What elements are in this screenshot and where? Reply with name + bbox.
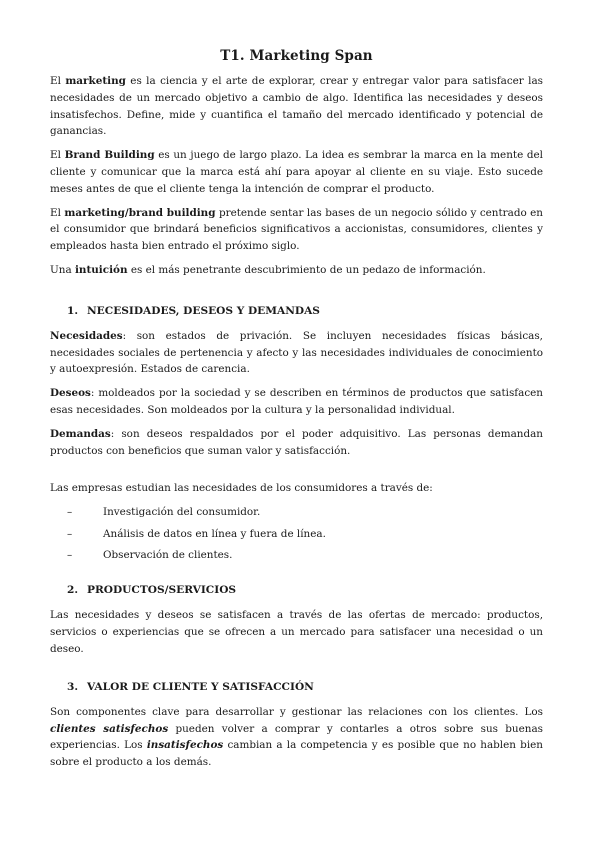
section-heading-1 — [50, 303, 543, 319]
definition-demandas — [50, 426, 543, 460]
study-intro: Las empresas estudian las necesidades de los consumidores a través de: — [50, 482, 433, 495]
dash-bullet: – — [67, 506, 73, 519]
text-span: es un juego de largo plazo. La idea es sembrar la marca en la mente del cliente y comunicar que la marca está ahí para apoyar al cliente en su viaje. Esto sucede meses antes de que el cliente tenga la intención de comprar el producto. — [50, 149, 543, 195]
intro-paragraph-brand-building — [50, 147, 543, 197]
intro-paragraph-marketing — [50, 73, 543, 140]
term-deseos: Deseos — [50, 387, 91, 400]
term-demandas: Demandas — [50, 427, 111, 440]
section-number: 3. — [67, 680, 79, 693]
text-span: es el más penetrante descubrimiento de un pedazo de información. — [127, 263, 486, 276]
section-heading-2 — [50, 582, 543, 598]
list-item-text: Análisis de datos en línea y fuera de línea. — [103, 527, 326, 540]
definition-necesidades — [50, 328, 543, 378]
list-item — [50, 547, 543, 564]
section-heading-3 — [50, 679, 543, 695]
definition-deseos — [50, 385, 543, 419]
term-necesidades: Necesidades — [50, 329, 123, 342]
term-marketing: marketing — [65, 75, 126, 87]
text-span: El — [50, 149, 65, 162]
text-span: : son deseos respaldados por el poder adquisitivo. Las personas demandan productos con beneficios que suman valor y satisfacción. — [50, 427, 543, 457]
term-insatisfechos: insatisfechos — [146, 739, 224, 752]
section-number: 2. — [67, 584, 79, 597]
section-title: VALOR DE CLIENTE Y SATISFACCIÓN — [87, 680, 314, 693]
text-span: Son componentes clave para desarrollar y gestionar las relaciones con los clientes. Los — [50, 705, 543, 718]
list-item-text: Investigación del consumidor. — [103, 506, 261, 519]
text-span: es la ciencia y el arte de explorar, crear y entregar valor para satisfacer las necesidades de un mercado objetivo a cambio de algo. Identifica las necesidades y deseos insatisfechos. Define, mide y cuantifica el tamaño del mercado identificado y potencial de ganancias. — [50, 75, 543, 138]
study-methods-list — [50, 504, 543, 564]
text-span: pueden volver a comprar y contarles a otros sobre sus buenas experiencias. Los — [50, 722, 543, 752]
intro-paragraph-intuicion — [50, 262, 543, 279]
term-marketing-brand-building: marketing/brand building — [64, 206, 216, 219]
dash-bullet: – — [67, 527, 73, 540]
text-span: : moldeados por la sociedad y se describen en términos de productos que satisfacen esas necesidades. Son moldeados por la cultura y la personalidad individual. — [50, 387, 543, 416]
dash-bullet: – — [67, 548, 73, 561]
text-span: Una — [50, 263, 75, 276]
text-span: cambian a la competencia y es posible que no hablen bien sobre el producto a los demás. — [50, 739, 543, 769]
section-title: NECESIDADES, DESEOS Y DEMANDAS — [87, 304, 320, 317]
intro-paragraph-marketing-brand-building — [50, 205, 543, 255]
term-brand-building: Brand Building — [64, 149, 155, 162]
term-clientes-satisfechos: clientes satisfechos — [50, 722, 169, 735]
list-item-text: Observación de clientes. — [103, 548, 233, 561]
section-number: 1. — [67, 304, 79, 317]
list-item — [50, 504, 543, 521]
list-item — [50, 526, 543, 543]
text-span: : son estados de privación. Se incluyen necesidades físicas básicas, necesidades sociales de pertenencia y afecto y las necesidades individuales de conocimiento y autoexpresión. Estados de carencia. — [50, 329, 543, 376]
text-span: El — [50, 75, 66, 87]
text-span: El — [50, 206, 65, 219]
section-3-paragraph — [50, 704, 543, 771]
text-span: pretende sentar las bases de un negocio sólido y centrado en el consumidor que brindará beneficios significativos a accionistas, consumidores, clientes y empleados hasta bien entrado el próximo siglo. — [50, 206, 543, 253]
section-title: PRODUCTOS/SERVICIOS — [87, 584, 237, 597]
term-intuicion: intuición — [74, 263, 128, 276]
page-title: T1. Marketing Span — [220, 48, 373, 64]
section-2-paragraph: Las necesidades y deseos se satisfacen a través de las ofertas de mercado: productos, servicios o experiencias que se ofrecen a un mercado para satisfacer una necesidad o un deseo. — [50, 609, 543, 655]
